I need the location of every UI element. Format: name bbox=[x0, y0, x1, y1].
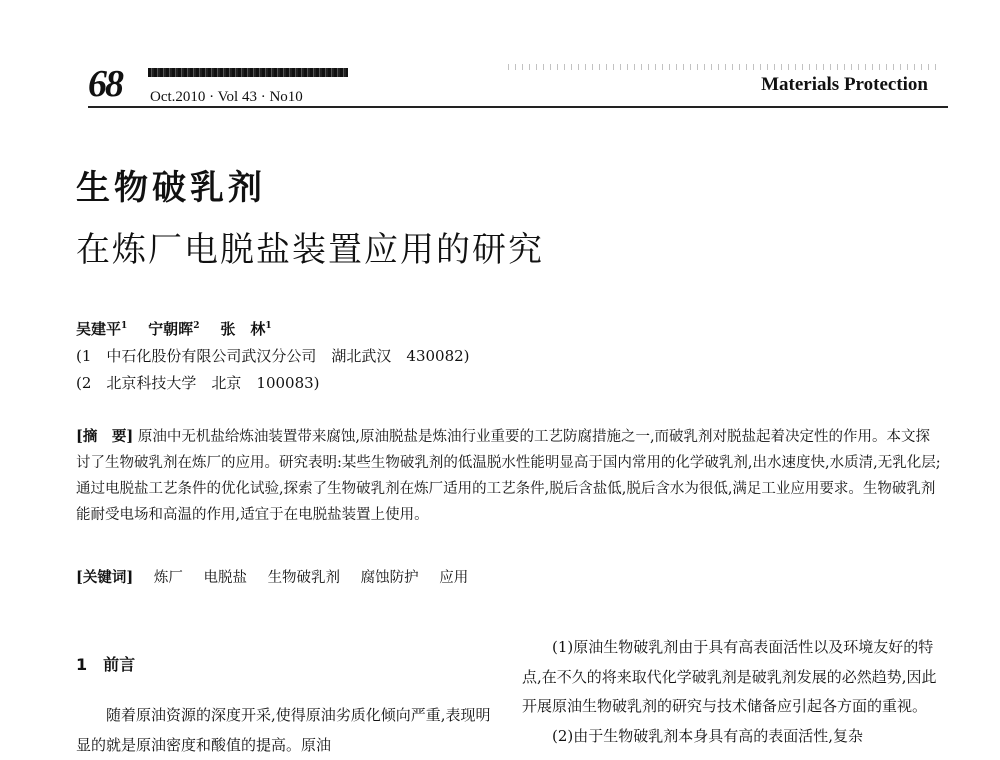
issue-info: Oct.2010 · Vol 43 · No10 bbox=[150, 89, 303, 105]
header-bar-decoration bbox=[148, 68, 348, 77]
keyword: 应用 bbox=[439, 570, 469, 586]
section-paragraph: 随着原油资源的深度开采,使得原油劣质化倾向严重,表现明显的就是原油密度和酸值的提高。原油 bbox=[76, 706, 491, 754]
keyword: 电脱盐 bbox=[203, 570, 247, 586]
abstract-label: [摘 要] bbox=[76, 428, 134, 445]
author-affil-mark: 1 bbox=[265, 321, 272, 331]
right-paragraph-1: (1)原油生物破乳剂由于具有高表面活性以及环境友好的特点,在不久的将来取代化学破乳剂是破乳剂发展的必然趋势,因此开展原油生物破乳剂的研究与技术储备应引起各方面的重视。 bbox=[522, 638, 937, 715]
section-heading: 1 前言 bbox=[76, 655, 136, 674]
keyword: 腐蚀防护 bbox=[360, 570, 419, 586]
page-number: 68 bbox=[88, 63, 122, 105]
abstract-text: 原油中无机盐给炼油装置带来腐蚀,原油脱盐是炼油行业重要的工艺防腐措施之一,而破乳剂对脱盐起着决定性的作用。本文探讨了生物破乳剂在炼厂的应用。研究表明:某些生物破乳剂的低温脱水性能明显高于国内常用的化学破乳剂,出水速度快,水质清,无乳化层;通过电脱盐工艺条件的优化试验,探索了生物破乳剂在炼厂适用的工艺条件,脱后含盐低,脱后含水为很低,满足工业应用要求。生物破乳剂能耐受电场和高温的作用,适宜于在电脱盐装置上使用。 bbox=[76, 429, 941, 523]
journal-name: Materials Protection bbox=[761, 74, 928, 95]
keyword: 炼厂 bbox=[153, 570, 183, 586]
right-paragraph-2: (2)由于生物破乳剂本身具有高的表面活性,复杂 bbox=[552, 726, 864, 745]
title-line-2: 在炼厂电脱盐装置应用的研究 bbox=[76, 230, 544, 270]
page-header bbox=[88, 62, 948, 110]
header-rule bbox=[88, 106, 948, 108]
author-list bbox=[76, 318, 272, 339]
scan-noise-decoration bbox=[508, 64, 938, 70]
keywords-label: [关键词] bbox=[76, 569, 134, 586]
author-affil-mark: 1 bbox=[121, 321, 128, 331]
right-column bbox=[522, 633, 942, 751]
author-affil-mark: 2 bbox=[193, 321, 200, 331]
keyword: 生物破乳剂 bbox=[267, 570, 341, 586]
title-line-1: 生物破乳剂 bbox=[76, 168, 266, 208]
affiliation-2: (2 北京科技大学 北京 100083) bbox=[76, 374, 320, 392]
keywords bbox=[76, 566, 468, 587]
abstract bbox=[76, 424, 942, 528]
author-name: 吴建平 bbox=[76, 320, 122, 338]
affiliation-1: (1 中石化股份有限公司武汉分公司 湖北武汉 430082) bbox=[76, 347, 470, 365]
author-name: 宁朝晖 bbox=[148, 320, 194, 338]
author-name: 张 林 bbox=[220, 320, 266, 338]
